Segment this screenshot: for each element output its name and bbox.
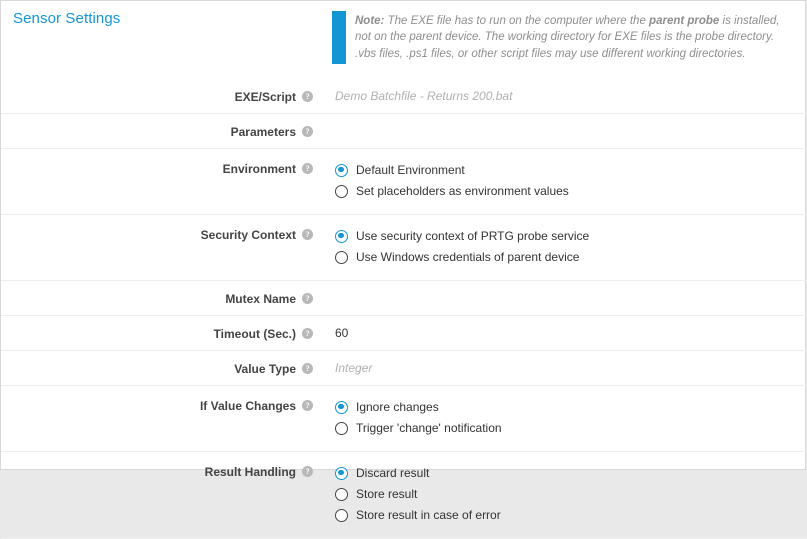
field-value-parameters [313,114,807,148]
radio-option-label: Ignore changes [356,400,439,414]
help-icon[interactable]: ? [302,126,313,137]
note-text-part-1: The EXE file has to run on the computer where the [384,15,650,27]
radio-option-discard-result[interactable] [335,463,795,483]
settings-form [1,79,807,539]
radio-option-label: Set placeholders as environment values [356,184,569,198]
note-prefix: Note: [355,15,385,27]
field-label-timeout-sec [1,316,313,341]
field-value-if-value-changes [313,388,807,447]
field-value-exe-script [313,79,807,113]
radio-selected-icon[interactable] [335,164,348,177]
help-icon[interactable]: ? [302,400,313,411]
radio-unselected-icon[interactable] [335,422,348,435]
field-label-if-value-changes [1,388,313,413]
radio-unselected-icon[interactable] [335,185,348,198]
radio-selected-icon[interactable] [335,230,348,243]
field-value-value-type [313,351,807,385]
radio-option-label: Trigger 'change' notification [356,421,502,435]
radio-option-label: Store result [356,487,418,501]
text-input-parameters[interactable] [335,123,795,140]
page-title: Sensor Settings [13,10,121,27]
field-label-result-handling [1,454,313,479]
radio-option-store-result-in-case-of-error[interactable] [335,505,795,525]
form-row-timeout-sec [1,316,807,351]
radio-option-store-result[interactable] [335,484,795,504]
radio-option-set-placeholders-as-environment-values[interactable] [335,181,795,201]
field-label-value-type [1,351,313,376]
radio-option-use-security-context-of-prtg-probe-service[interactable] [335,226,795,246]
field-label-text: Environment [222,162,296,176]
text-input-timeout-sec[interactable]: 60 [335,326,349,340]
radio-option-label: Store result in case of error [356,508,501,522]
note-bold-parent-probe: parent probe [649,15,720,27]
field-label-exe-script [1,79,313,104]
radio-option-label: Default Environment [356,163,465,177]
text-input-mutex-name[interactable] [335,290,795,307]
field-label-text: EXE/Script [234,90,296,104]
note-box [332,11,794,64]
help-icon[interactable]: ? [302,328,313,339]
radio-option-use-windows-credentials-of-parent-device[interactable] [335,247,795,267]
radio-option-label: Discard result [356,466,430,480]
field-label-parameters [1,114,313,139]
form-row-value-type [1,351,807,386]
form-row-security-context [1,215,807,281]
text-input-value-type[interactable]: Integer [335,361,373,375]
form-row-result-handling [1,452,807,539]
field-label-security-context [1,217,313,242]
field-label-text: Parameters [230,125,296,139]
field-label-text: Value Type [234,362,296,376]
text-input-exe-script[interactable]: Demo Batchfile - Returns 200.bat [335,89,513,103]
radio-option-ignore-changes[interactable] [335,397,795,417]
help-icon[interactable]: ? [302,163,313,174]
radio-unselected-icon[interactable] [335,488,348,501]
field-label-text: Security Context [200,228,296,242]
radio-selected-icon[interactable] [335,467,348,480]
radio-option-default-environment[interactable] [335,160,795,180]
form-row-if-value-changes [1,386,807,452]
help-icon[interactable]: ? [302,91,313,102]
field-label-text: Result Handling [204,465,296,479]
note-text-part-2: is installed, not on the parent device. The working directory for EXE files is the probe directory. .vbs files, .ps1 files, or other script files may use different working directories. [355,15,780,60]
radio-unselected-icon[interactable] [335,251,348,264]
help-icon[interactable]: ? [302,293,313,304]
field-value-result-handling [313,454,807,534]
radio-unselected-icon[interactable] [335,509,348,522]
radio-option-label: Use security context of PRTG probe service [356,229,590,243]
radio-selected-icon[interactable] [335,401,348,414]
field-value-security-context [313,217,807,276]
note-text [346,11,794,64]
field-label-text: Mutex Name [225,292,296,306]
radio-option-trigger-change-notification[interactable] [335,418,795,438]
note-accent-bar [332,11,346,64]
help-icon[interactable]: ? [302,363,313,374]
form-row-parameters [1,114,807,149]
field-label-text: If Value Changes [199,399,296,413]
field-label-environment [1,151,313,176]
field-value-environment [313,151,807,210]
field-label-text: Timeout (Sec.) [213,327,296,341]
form-row-mutex-name [1,281,807,316]
radio-option-label: Use Windows credentials of parent device [356,250,580,264]
help-icon[interactable]: ? [302,229,313,240]
field-value-timeout-sec [313,316,807,350]
field-label-mutex-name [1,281,313,306]
form-row-environment [1,149,807,215]
form-row-exe-script [1,79,807,114]
field-value-mutex-name [313,281,807,315]
help-icon[interactable]: ? [302,466,313,477]
